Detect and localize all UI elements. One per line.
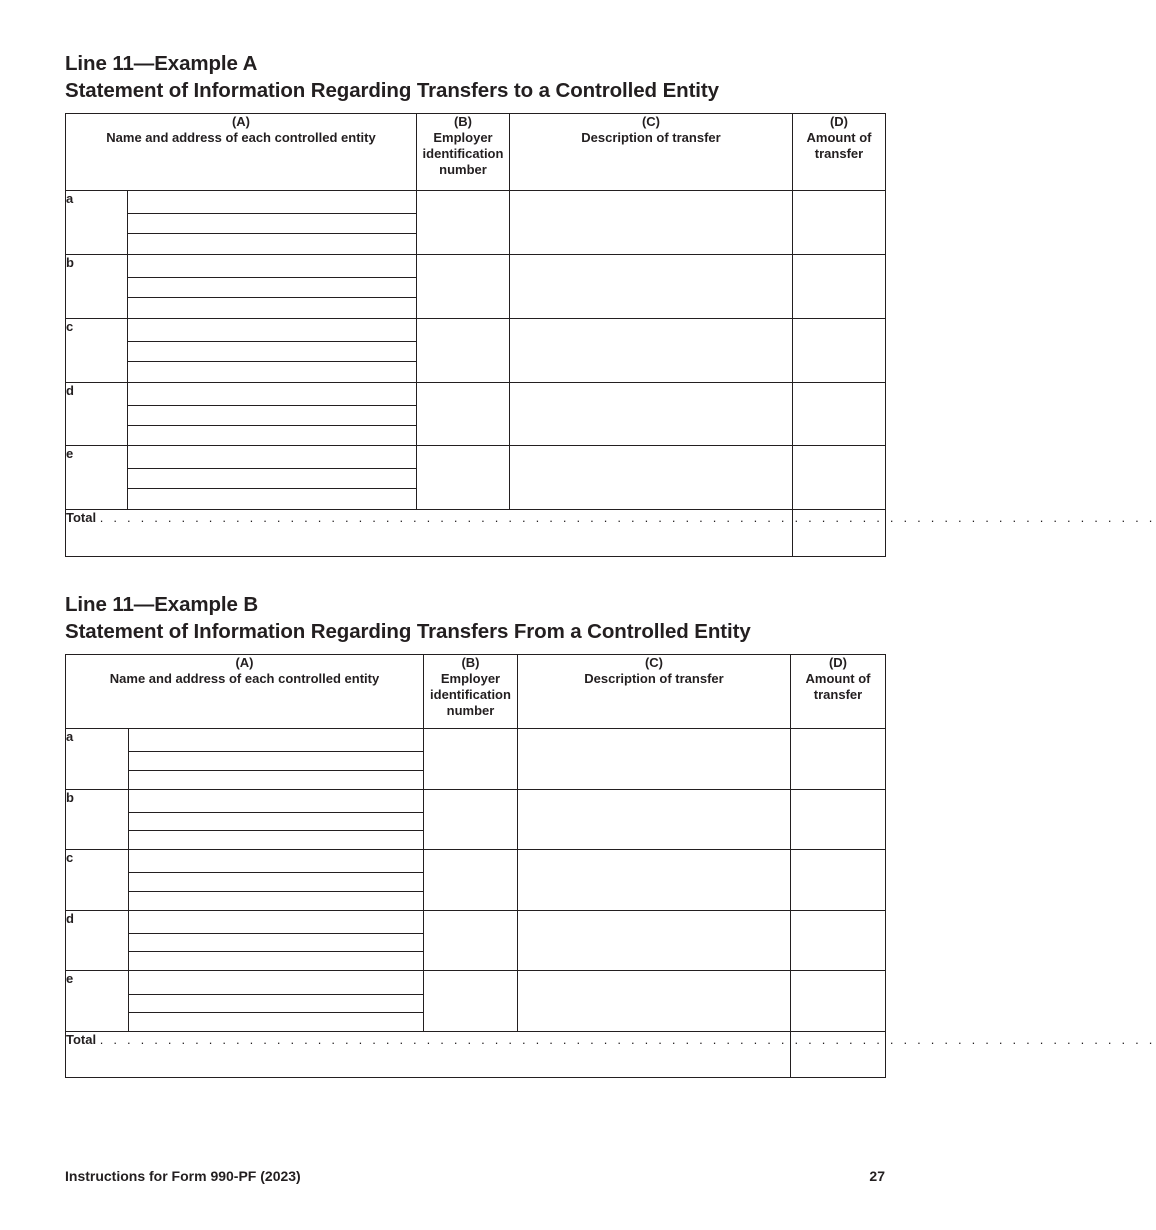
row-letter: a [66,729,129,790]
table-row [66,319,886,383]
description-field[interactable] [510,255,793,319]
name-address-field[interactable] [128,383,417,446]
name-address-field[interactable] [128,255,417,319]
example-a-subtitle: Statement of Information Regarding Transfers to a Controlled Entity [65,79,719,102]
amount-field[interactable] [791,790,886,850]
description-field[interactable] [518,790,791,850]
column-c-header: (C) Description of transfer [510,114,793,191]
description-field[interactable] [518,729,791,790]
table-row [66,255,886,319]
total-row [66,510,886,557]
column-b-header: (B) Employer identification number [417,114,510,191]
description-field[interactable] [518,971,791,1032]
example-a-title: Line 11—Example A [65,52,258,75]
name-address-field[interactable] [129,911,424,971]
table-header-row [66,114,886,191]
footer-form-title: Instructions for Form 990-PF (2023) [65,1168,301,1184]
example-b-subtitle: Statement of Information Regarding Transfers From a Controlled Entity [65,620,751,643]
name-address-field[interactable] [128,319,417,383]
description-field[interactable] [510,191,793,255]
row-letter: c [66,319,128,383]
amount-field[interactable] [793,383,886,446]
table-header-row [66,655,886,729]
ein-field[interactable] [417,383,510,446]
amount-field[interactable] [791,911,886,971]
ein-field[interactable] [424,729,518,790]
example-b-heading [65,591,751,645]
table-row [66,191,886,255]
description-field[interactable] [510,319,793,383]
name-address-field[interactable] [129,729,424,790]
description-field[interactable] [518,911,791,971]
table-row [66,383,886,446]
total-label: Total . . . . . . . . . . . . . . . . . . . . . . . . . . . . . . . . . . . . . . . . . . . . . . . . . . . . . . . . . . . . . . . . . . . . . . . . . . . . . . [66,1032,791,1078]
row-letter: b [66,255,128,319]
amount-field[interactable] [793,446,886,510]
table-row [66,971,886,1032]
row-letter: a [66,191,128,255]
example-b-title: Line 11—Example B [65,593,259,616]
example-a-table [65,113,1156,557]
ein-field[interactable] [424,911,518,971]
ein-field[interactable] [424,790,518,850]
total-label: Total . . . . . . . . . . . . . . . . . . . . . . . . . . . . . . . . . . . . . . . . . . . . . . . . . . . . . . . . . . . . . . . . . . . . . . . . . . . . . . [66,510,793,557]
ein-field[interactable] [417,191,510,255]
table-row [66,850,886,911]
amount-field[interactable] [793,319,886,383]
name-address-field[interactable] [129,971,424,1032]
description-field[interactable] [518,850,791,911]
ein-field[interactable] [417,319,510,383]
row-letter: d [66,911,129,971]
description-field[interactable] [510,383,793,446]
table-row [66,729,886,790]
name-address-field[interactable] [128,446,417,510]
page-number: 27 [869,1168,885,1184]
dot-leader: . . . . . . . . . . . . . . . . . . . . . . . . . . . . . . . . . . . . . . . . . . . . . . . . . . . . . . . . . . . . . . . . . . . . . . . . . . . . . . [99,510,1156,525]
ein-field[interactable] [424,850,518,911]
row-letter: b [66,790,129,850]
column-d-header: (D) Amount of transfer [791,655,886,729]
row-letter: d [66,383,128,446]
table-row [66,790,886,850]
ein-field[interactable] [417,255,510,319]
column-b-header: (B) Employer identification number [424,655,518,729]
amount-field[interactable] [791,729,886,790]
example-a-heading [65,50,719,104]
example-b-table [65,654,1156,1078]
row-letter: c [66,850,129,911]
ein-field[interactable] [424,971,518,1032]
name-address-field[interactable] [129,790,424,850]
table-row [66,446,886,510]
ein-field[interactable] [417,446,510,510]
amount-field[interactable] [791,971,886,1032]
name-address-field[interactable] [128,191,417,255]
column-a-header: (A) Name and address of each controlled entity [66,655,424,729]
total-row [66,1032,886,1078]
row-letter: e [66,446,128,510]
description-field[interactable] [510,446,793,510]
row-letter: e [66,971,129,1032]
column-d-header: (D) Amount of transfer [793,114,886,191]
amount-field[interactable] [793,255,886,319]
column-a-header: (A) Name and address of each controlled entity [66,114,417,191]
column-c-header: (C) Description of transfer [518,655,791,729]
amount-field[interactable] [791,850,886,911]
name-address-field[interactable] [129,850,424,911]
dot-leader: . . . . . . . . . . . . . . . . . . . . . . . . . . . . . . . . . . . . . . . . . . . . . . . . . . . . . . . . . . . . . . . . . . . . . . . . . . . . . . [99,1032,1156,1047]
table-row [66,911,886,971]
amount-field[interactable] [793,191,886,255]
